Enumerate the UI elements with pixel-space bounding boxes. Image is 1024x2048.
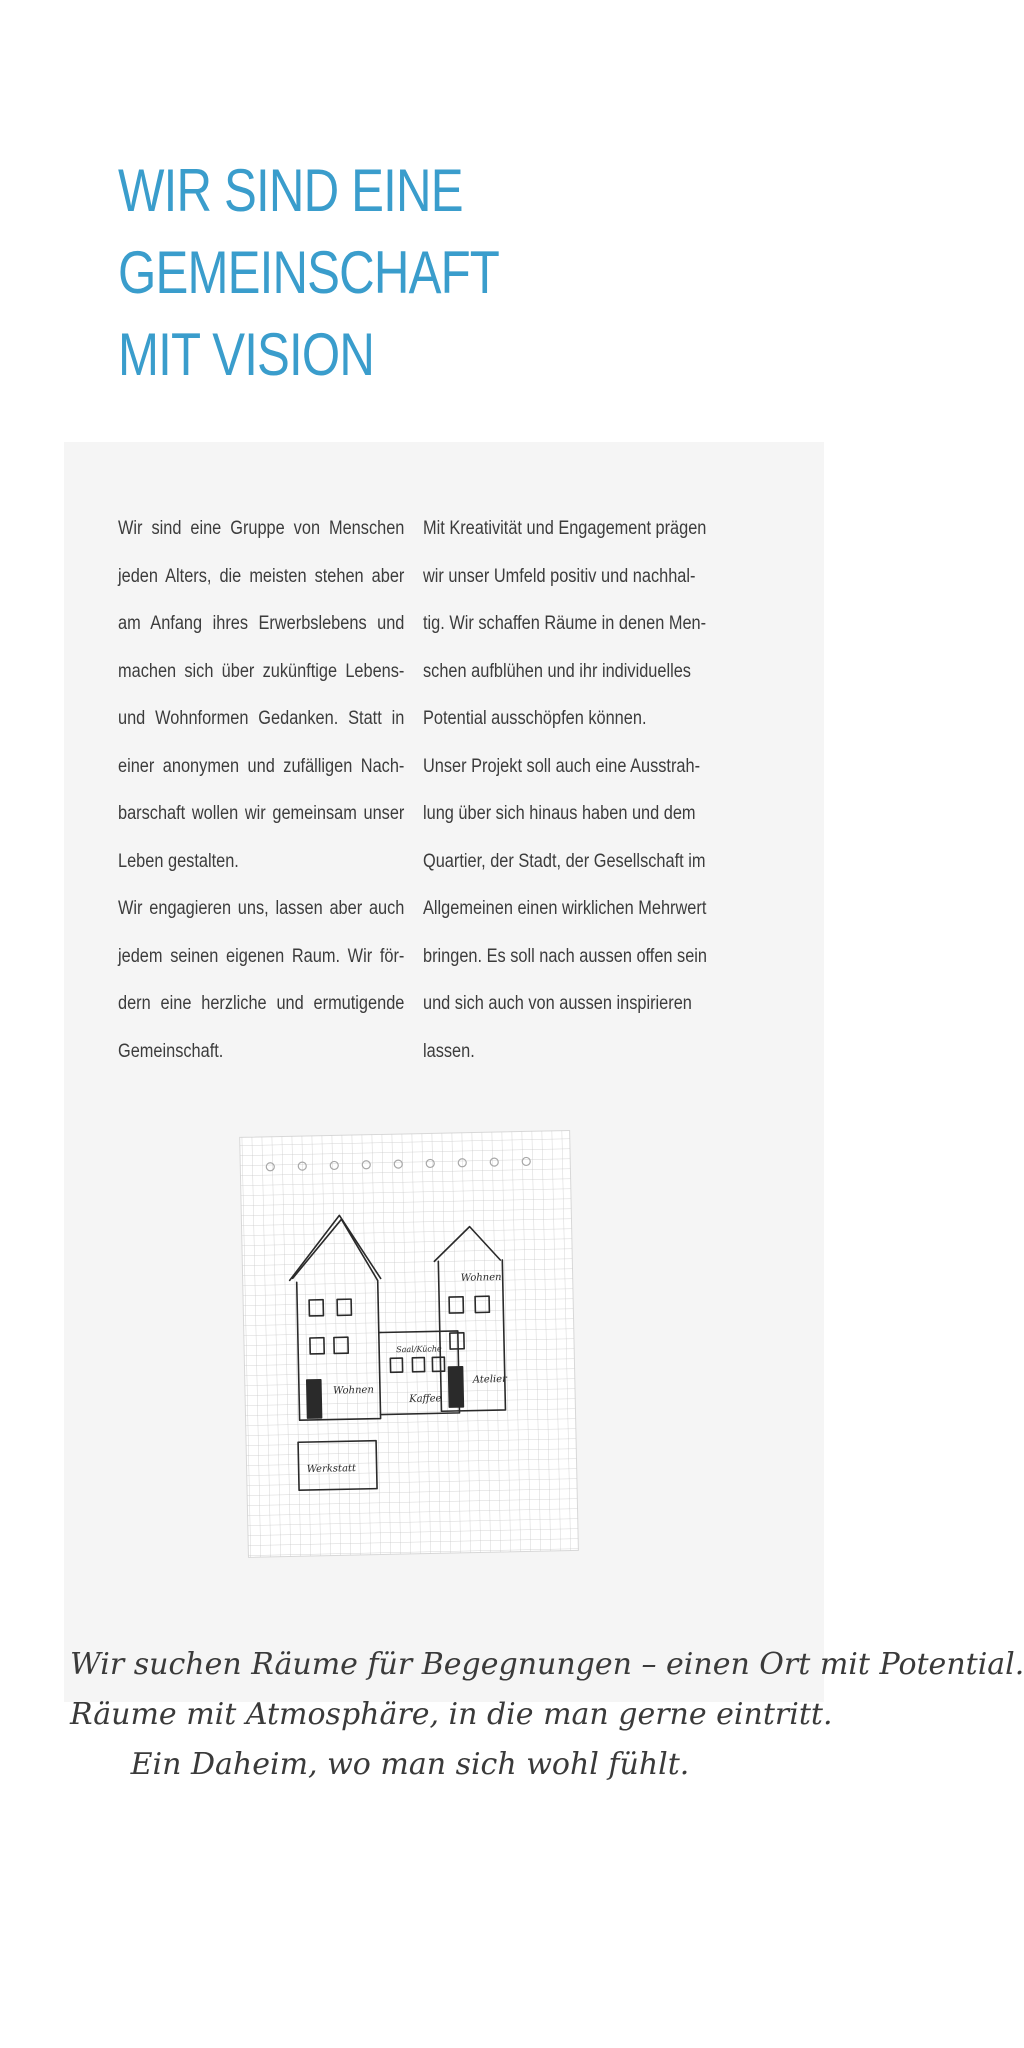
paragraph: Wir engagieren uns, lassen aber auch jedem seinen eigenen Raum. Wir för- dern eine herzliche und ermutigende Gemeinschaft. bbox=[118, 898, 405, 1062]
sketch-label-kaffee: Kaffee bbox=[409, 1393, 442, 1405]
title-line-3: MIT VISION bbox=[118, 321, 375, 388]
sketch-label-werkstatt: Werkstatt bbox=[306, 1463, 357, 1476]
paragraph: Wir sind eine Gruppe von Menschen jeden Alters, die meisten stehen aber am Anfang ihres Erwerbslebens und machen sich über zukünftige Lebens- und Wohnformen Gedanken. Statt in einer anonymen und zufälligen Nach- barschaft wollen wir gemeinsam unser Leben gestalten. bbox=[118, 518, 405, 872]
sketch-label-wohnen-right: Wohnen bbox=[460, 1271, 502, 1284]
sketch-label-atelier: Atelier bbox=[472, 1373, 507, 1386]
text-column-right bbox=[423, 505, 709, 1075]
quote-line-3: Ein Daheim, wo man sich wohl fühlt. bbox=[130, 1747, 690, 1782]
title-line-1: WIR SIND EINE bbox=[118, 157, 463, 224]
page-title bbox=[118, 150, 499, 396]
sketch-label-wohnen-left: Wohnen bbox=[332, 1384, 374, 1397]
sketch-label-saal: Saal/Küche bbox=[396, 1344, 442, 1355]
handwritten-quote bbox=[70, 1640, 1024, 1790]
quote-line-2: Räume mit Atmosphäre, in die man gerne eintritt. bbox=[70, 1697, 833, 1732]
house-sketch-image bbox=[236, 1122, 574, 1562]
paragraph: Unser Projekt soll auch eine Ausstrah- lung über sich hinaus haben und dem Quartier, der Stadt, der Gesellschaft im Allgemeinen einen wirklichen Mehrwert bringen. Es soll nach aussen offen sein und sich auch von aussen inspirieren lassen. bbox=[423, 755, 708, 1062]
paragraph: Mit Kreativität und Engagement prägen wir unser Umfeld positiv und nachhal- tig. Wir schaffen Räume in denen Men- schen aufblühen und ihr individuelles Potential ausschöpfen können. bbox=[423, 518, 707, 729]
quote-line-1: Wir suchen Räume für Begegnungen – einen Ort mit Potential. bbox=[70, 1647, 1024, 1682]
title-line-2: GEMEINSCHAFT bbox=[118, 239, 500, 306]
text-column-left bbox=[118, 505, 404, 1075]
